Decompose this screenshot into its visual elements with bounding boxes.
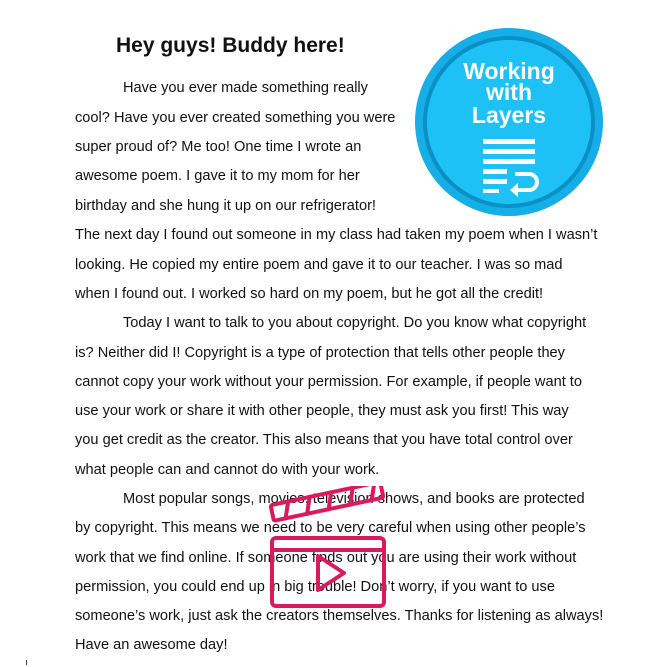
badge-title-line-3: Layers <box>471 102 547 128</box>
badge-title-line-2: with <box>486 79 532 105</box>
paragraph-line: Have you ever made something really <box>123 80 368 96</box>
paragraph-line: use your work or share it with other people, they must ask you first! This way <box>75 403 569 419</box>
paragraph-line: cannot copy your work without your permission. For example, if people want to <box>75 374 582 390</box>
paragraph-line: Today I want to talk to you about copyright. Do you know what copyright <box>123 315 587 331</box>
paragraph-line: is? Neither did I! Copyright is a type of protection that tells other people they <box>75 345 565 361</box>
paragraph-line: cool? Have you ever created something you were <box>75 110 396 126</box>
paragraph-line: when I found out. I worked so hard on my poem, but he got all the credit! <box>75 286 544 302</box>
badge-title-line-1: Working <box>463 58 555 84</box>
paragraph-line: what people can and cannot do with your work. <box>75 462 380 478</box>
clapperboard-play-icon[interactable] <box>258 486 394 612</box>
paragraph-line: you get credit as the creator. This also means that you have total control over <box>75 432 573 448</box>
paragraph-line: super proud of? Me too! One time I wrote an <box>75 139 362 155</box>
working-with-layers-badge <box>414 27 604 217</box>
paragraph-line: The next day I found out someone in my class had taken my poem when I wasn’t <box>75 227 598 243</box>
paragraph-line: Most popular songs, movies, television shows, and books are protected <box>123 491 585 507</box>
paragraph-line: permission, you could end up in big trouble! Don’t worry, if you want to use <box>75 579 555 595</box>
paragraph-line: by copyright. This means we need to be very careful when using other people’s <box>75 520 586 536</box>
paragraph-line: Have an awesome day! <box>75 637 228 653</box>
paragraph-line: someone’s work, just ask the creators themselves. Thanks for listening as always! <box>75 608 604 624</box>
paragraph-line: birthday and she hung it up on our refrigerator! <box>75 198 376 214</box>
page-corner-mark <box>26 660 27 665</box>
paragraph-line: looking. He copied my entire poem and gave it to our teacher. I was so mad <box>75 257 563 273</box>
paragraph-line: work that we find online. If someone finds out you are using their work without <box>75 550 577 566</box>
page-title: Hey guys! Buddy here! <box>116 34 345 57</box>
paragraph-line: awesome poem. I gave it to my mom for her <box>75 168 360 184</box>
